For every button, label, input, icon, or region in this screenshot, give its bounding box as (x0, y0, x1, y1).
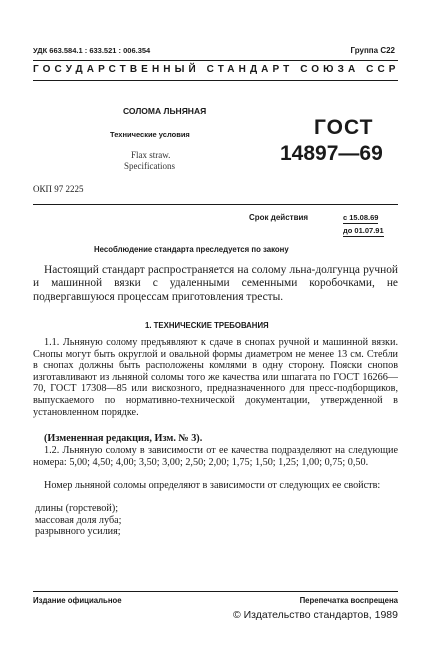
intro-paragraph: Настоящий стандарт распространяется на солому льна-долгунца ручной и машинной вязки с удаленными семенными коробочками, не подвергавшуюся процессам приготовления тресты. (33, 264, 398, 303)
english-subtitle: Specifications (124, 161, 175, 171)
document-subtitle: Технические условия (110, 130, 190, 139)
official-edition: Издание официальное (33, 596, 122, 605)
title-block-rule (33, 204, 398, 205)
copyright: © Издательство стандартов, 1989 (232, 609, 398, 621)
amendment-note: (Измененная редакция, Изм. № 3). (44, 433, 203, 444)
standard-banner: ГОСУДАРСТВЕННЫЙ СТАНДАРТ СОЮЗА ССР (33, 64, 400, 75)
footer-rule (33, 591, 398, 592)
validity-from: с 15.08.69 (343, 213, 379, 222)
list-item: разрывного усилия; (35, 526, 121, 538)
header-top-rule (33, 60, 398, 61)
group-code: Группа С22 (350, 46, 395, 55)
paragraph-1-1: 1.1. Льняную солому предъявляют к сдаче в снопах ручной и машинной вязки. Снопы могут быть округлой и овальной формы диаметром не менее 13 см. Стебли в снопах должны быть расположены комлями в одну сторону. Пояски снопов изготавливают из льняной соломы того же качества или шпагата по ГОСТ 16266—70, ГОСТ 17308—85 или вискозного, предназначенного для пресс-подборщиков, выпускаемого по нормативно-технической документации, утвержденной в установленном порядке. (33, 337, 398, 418)
list-item: длины (горстевой); (35, 503, 119, 514)
gost-number: 14897—69 (280, 142, 383, 165)
paragraph-number-definition: Номер льняной соломы определяют в зависимости от следующих ее свойств: (44, 480, 381, 491)
paragraph-1-2: 1.2. Льняную солому в зависимости от ее качества подразделяют на следующие номера: 5,00; 4,50; 4,00; 3,50; 3,00; 2,50; 2,00; 1,75; 1,50; 1,25; 1,00; 0,75; 0,50. (33, 445, 398, 468)
document-title: СОЛОМА ЛЬНЯНАЯ (123, 106, 207, 116)
okp-code: ОКП 97 2225 (33, 184, 84, 194)
udk-code: УДК 663.584.1 : 633.521 : 006.354 (33, 46, 151, 55)
english-title: Flax straw. (131, 150, 171, 160)
reprint-prohibited: Перепечатка воспрещена (299, 596, 398, 605)
validity-label: Срок действия (249, 213, 309, 222)
header-bottom-rule (33, 80, 398, 81)
list-item: массовая доля луба; (35, 514, 122, 526)
gost-label: ГОСТ (314, 116, 374, 139)
validity-to: до 01.07.91 (343, 226, 384, 235)
property-list (33, 503, 398, 538)
section-heading: 1. ТЕХНИЧЕСКИЕ ТРЕБОВАНИЯ (145, 321, 269, 330)
legal-notice: Несоблюдение стандарта преследуется по закону (94, 245, 289, 254)
